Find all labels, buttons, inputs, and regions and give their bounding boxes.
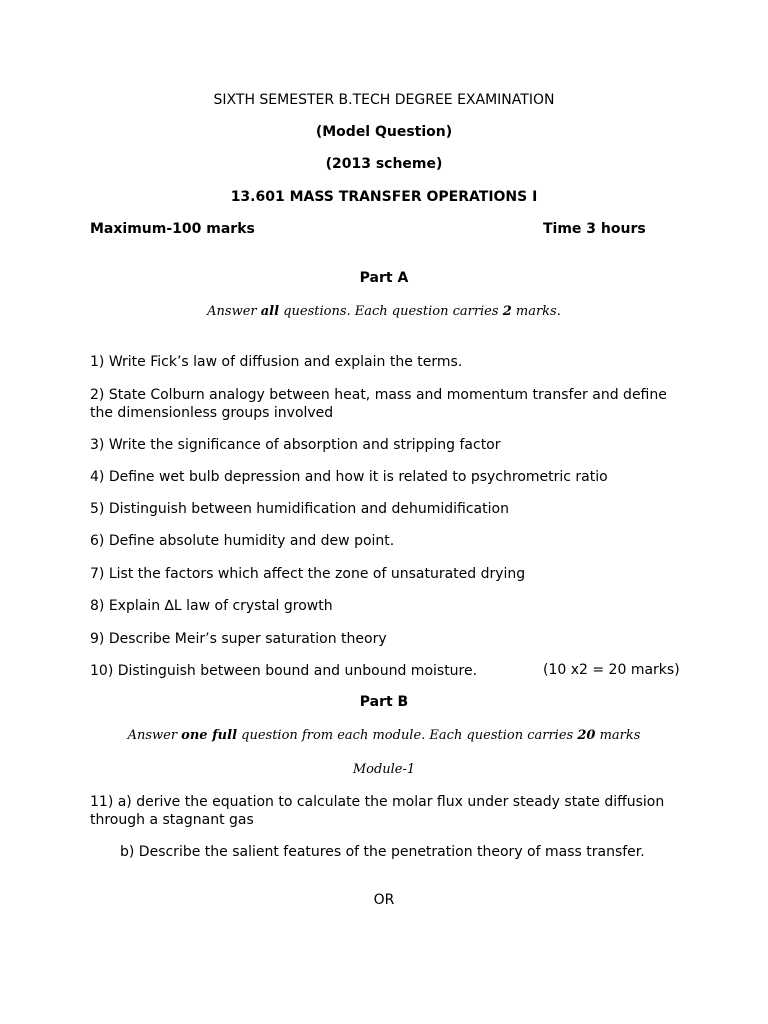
- question-11a: 11) a) derive the equation to calculate the molar flux under steady state diffusion through a stagnant gas: [90, 794, 665, 828]
- part-a-heading: Part A: [359, 270, 409, 286]
- question-1: 1) Write Fick’s law of diffusion and explain the terms.: [90, 354, 463, 370]
- scheme-label: (2013 scheme): [325, 156, 443, 172]
- question-11b: b) Describe the salient features of the penetration theory of mass transfer.: [120, 844, 645, 860]
- model-question-label: (Model Question): [315, 124, 453, 140]
- question-7: 7) List the factors which affect the zone of unsaturated drying: [90, 566, 526, 582]
- or-separator: OR: [373, 892, 395, 908]
- exam-title: SIXTH SEMESTER B.TECH DEGREE EXAMINATION: [213, 92, 555, 108]
- module-1-heading: Module-1: [352, 762, 416, 777]
- question-6: 6) Define absolute humidity and dew point.: [90, 533, 395, 549]
- part-a-marks-note: (10 x2 = 20 marks): [543, 662, 680, 678]
- course-title: 13.601 MASS TRANSFER OPERATIONS I: [230, 189, 538, 205]
- question-4: 4) Define wet bulb depression and how it is related to psychrometric ratio: [90, 469, 608, 485]
- question-9: 9) Describe Meir’s super saturation theory: [90, 631, 387, 647]
- part-b-instructions: Answer one full question from each module. Each question carries 20 marks: [127, 728, 641, 743]
- max-marks: Maximum-100 marks: [90, 221, 255, 237]
- question-2: 2) State Colburn analogy between heat, mass and momentum transfer and define the dimensionless groups involved: [90, 387, 667, 421]
- question-8: 8) Explain ∆L law of crystal growth: [90, 598, 333, 614]
- question-3: 3) Write the significance of absorption and stripping factor: [90, 437, 501, 453]
- question-5: 5) Distinguish between humidification and dehumidification: [90, 501, 509, 517]
- time-duration: Time 3 hours: [543, 221, 646, 237]
- question-10: 10) Distinguish between bound and unbound moisture.: [90, 663, 478, 679]
- part-b-heading: Part B: [359, 694, 409, 710]
- part-a-instructions: Answer all questions. Each question carries 2 marks.: [207, 304, 561, 319]
